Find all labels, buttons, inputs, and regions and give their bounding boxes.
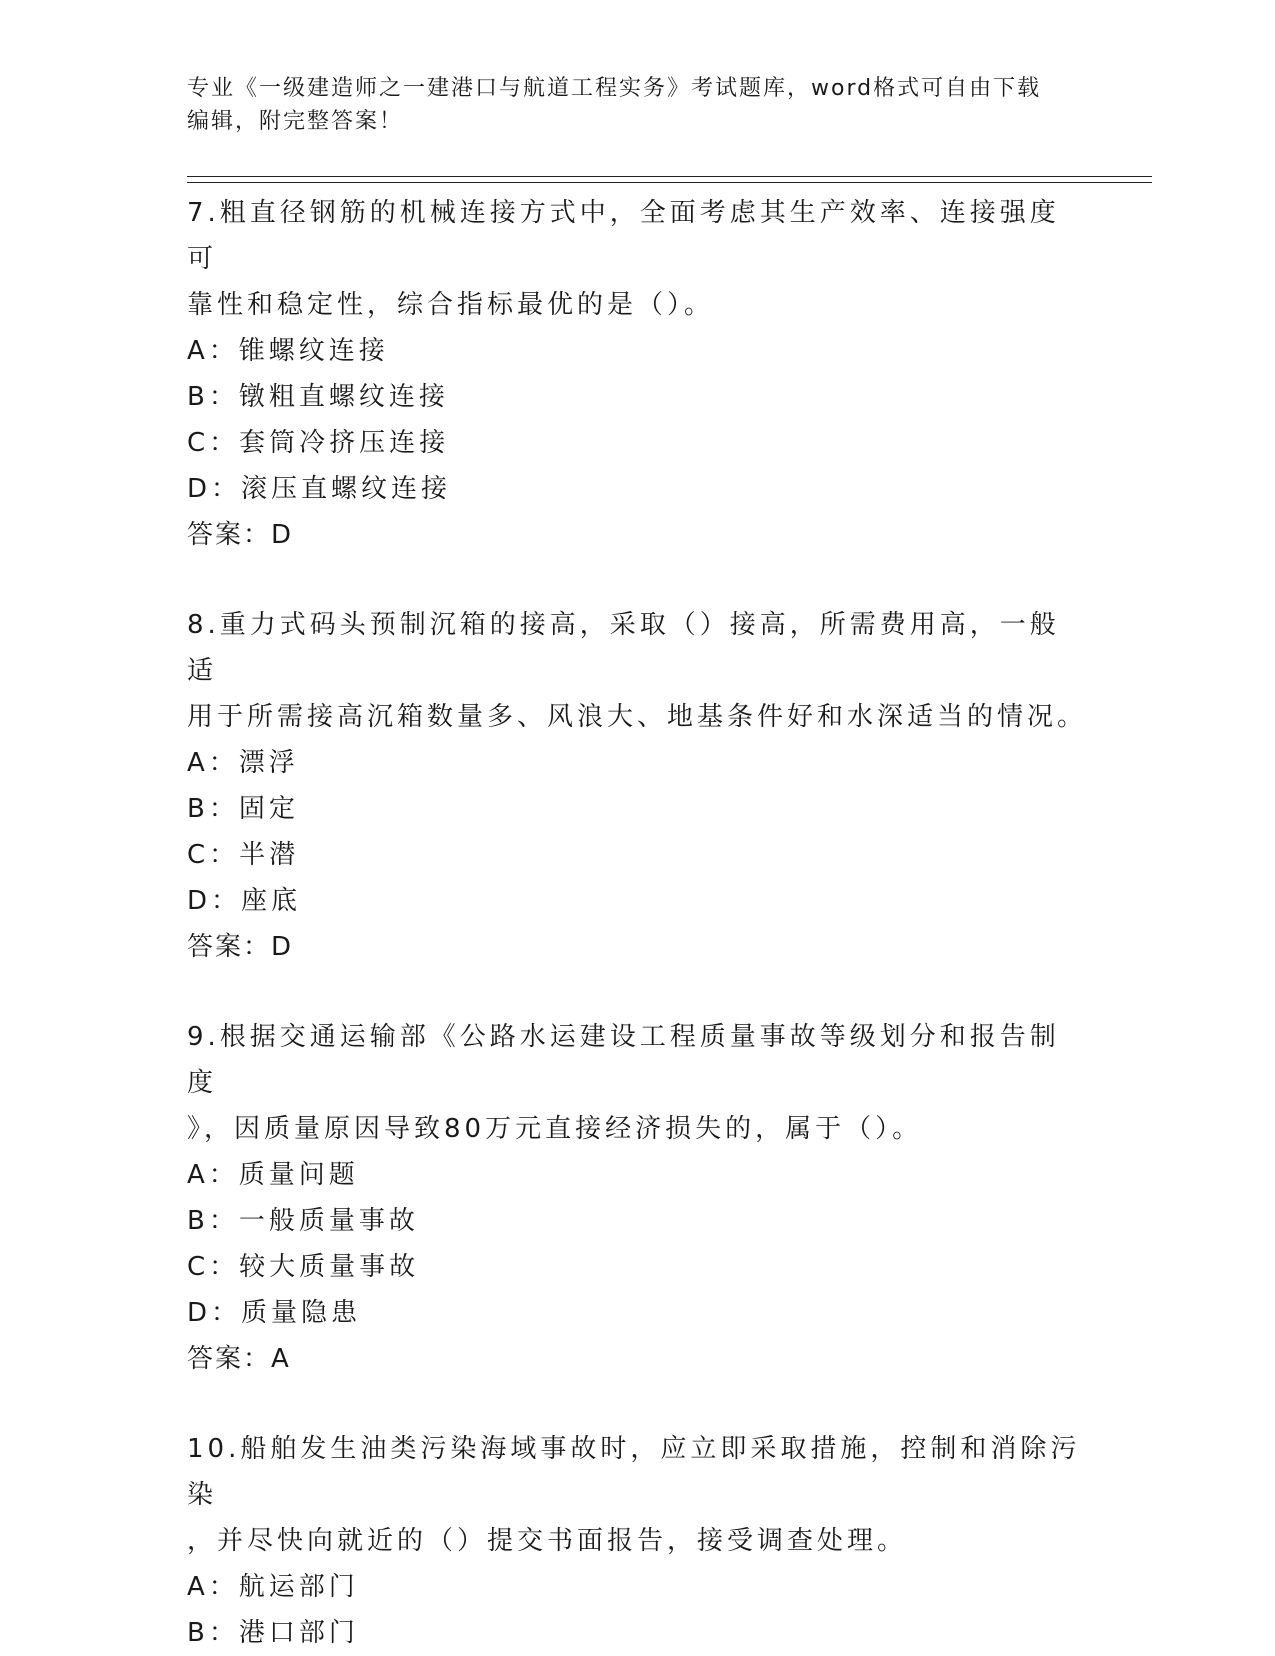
header-divider-top	[187, 176, 1152, 177]
document-header	[187, 72, 1087, 138]
option-b: B：一般质量事故	[187, 1206, 419, 1236]
header-line-1: 专业《一级建造师之一建港口与航道工程实务》考试题库，word格式可自由下载	[187, 76, 1042, 101]
option-b: B：港口部门	[187, 1618, 359, 1648]
option-a: A：漂浮	[187, 748, 299, 778]
answer: 答案：D	[187, 520, 294, 550]
header-line-2: 编辑，附完整答案！	[187, 109, 404, 134]
header-divider-bottom	[187, 182, 1152, 183]
question-stem-line: 靠性和稳定性，综合指标最优的是（）。	[187, 290, 715, 320]
question-stem-line: 用于所需接高沉箱数量多、风浪大、地基条件好和水深适当的情况。	[187, 702, 1088, 732]
question-stem-line: 》，因质量原因导致80万元直接经济损失的，属于（）。	[187, 1114, 923, 1144]
option-d: D：滚压直螺纹连接	[187, 474, 452, 504]
question-list	[187, 186, 1087, 1656]
question-stem-line: 7.粗直径钢筋的机械连接方式中，全面考虑其生产效率、连接强度可	[187, 198, 1060, 274]
option-a: A：航运部门	[187, 1572, 359, 1602]
option-c: C：较大质量事故	[187, 1252, 420, 1282]
question-stem-line: ，并尽快向就近的（）提交书面报告，接受调查处理。	[187, 1526, 908, 1556]
question-10	[187, 1426, 1087, 1656]
option-d: D：座底	[187, 886, 302, 916]
question-stem	[187, 190, 1087, 328]
question-spacer	[187, 1382, 1087, 1422]
question-spacer	[187, 970, 1087, 1010]
option-d: D：质量隐患	[187, 1298, 362, 1328]
option-c: C：套筒冷挤压连接	[187, 428, 450, 458]
question-spacer	[187, 558, 1087, 598]
question-8	[187, 602, 1087, 970]
option-c: C：半潜	[187, 840, 300, 870]
option-a: A：质量问题	[187, 1160, 359, 1190]
question-stem	[187, 1426, 1087, 1564]
question-stem	[187, 602, 1087, 740]
question-stem-line: 9.根据交通运输部《公路水运建设工程质量事故等级划分和报告制度	[187, 1022, 1060, 1098]
option-a: A：锥螺纹连接	[187, 336, 389, 366]
question-stem	[187, 1014, 1087, 1152]
answer: 答案：D	[187, 932, 294, 962]
option-b: B：镦粗直螺纹连接	[187, 382, 449, 412]
question-stem-line: 8.重力式码头预制沉箱的接高，采取（）接高，所需费用高，一般适	[187, 610, 1060, 686]
answer: 答案：A	[187, 1344, 291, 1374]
question-7	[187, 190, 1087, 558]
question-stem-line: 10.船舶发生油类污染海域事故时，应立即采取措施，控制和消除污染	[187, 1434, 1081, 1510]
question-9	[187, 1014, 1087, 1382]
option-b: B：固定	[187, 794, 299, 824]
